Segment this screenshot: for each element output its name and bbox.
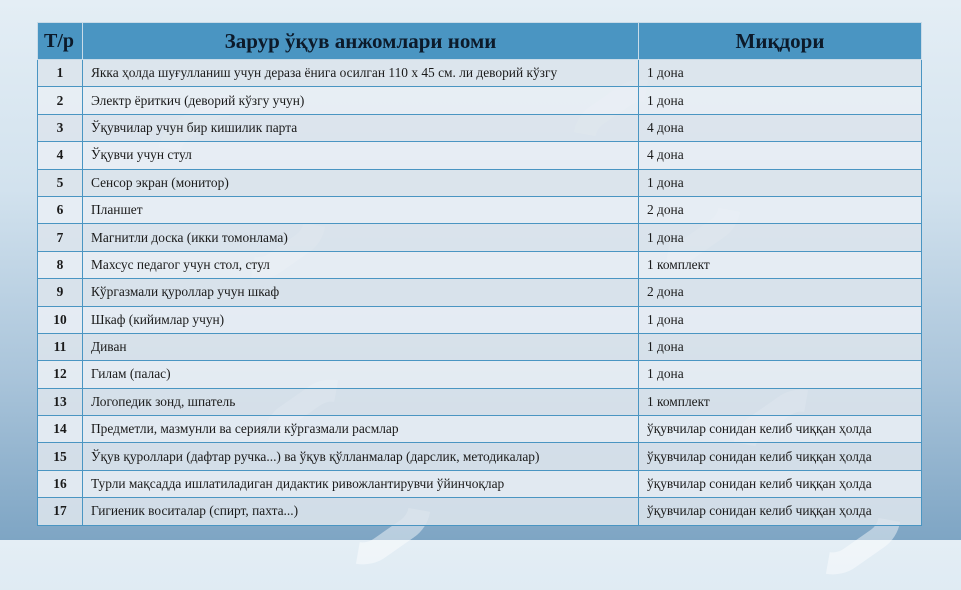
table-row [38,251,922,278]
row-quantity: ўқувчилар сонидан келиб чиққан ҳолда [639,416,922,443]
row-equipment-name: Гилам (палас) [83,361,639,388]
table-row [38,196,922,223]
row-quantity: 4 дона [639,114,922,141]
row-number: 2 [38,87,83,114]
table-row [38,361,922,388]
row-number: 12 [38,361,83,388]
table-row [38,114,922,141]
table-row [38,388,922,415]
header-quantity: Миқдори [639,23,922,60]
row-number: 7 [38,224,83,251]
row-number: 17 [38,498,83,525]
row-equipment-name: Турли мақсадда ишлатиладиган дидактик ривожлантирувчи ўйинчоқлар [83,470,639,497]
row-equipment-name: Электр ёриткич (деворий кўзгу учун) [83,87,639,114]
table-row [38,169,922,196]
table-row [38,87,922,114]
row-quantity: 1 дона [639,169,922,196]
row-number: 9 [38,279,83,306]
row-equipment-name: Якка ҳолда шуғулланиш учун деразa ёнига осилган 110 х 45 см. ли деворий кўзгу [83,60,639,87]
row-number: 8 [38,251,83,278]
table-row [38,224,922,251]
row-number: 6 [38,196,83,223]
header-equipment-name: Зарур ўқув анжомлари номи [83,23,639,60]
row-quantity: 1 дона [639,224,922,251]
table-row [38,470,922,497]
table-row [38,333,922,360]
row-equipment-name: Диван [83,333,639,360]
row-quantity: 1 дона [639,60,922,87]
row-equipment-name: Магнитли доска (икки томонлама) [83,224,639,251]
row-quantity: ўқувчилар сонидан келиб чиққан ҳолда [639,443,922,470]
row-number: 10 [38,306,83,333]
row-quantity: 1 комплект [639,388,922,415]
table-header-row [38,23,922,60]
row-quantity: ўқувчилар сонидан келиб чиққан ҳолда [639,470,922,497]
row-quantity: 1 дона [639,333,922,360]
row-equipment-name: Сенсор экран (монитор) [83,169,639,196]
row-number: 16 [38,470,83,497]
row-equipment-name: Планшет [83,196,639,223]
table-row [38,279,922,306]
row-quantity: 2 дона [639,279,922,306]
row-equipment-name: Кўргазмали қуроллар учун шкаф [83,279,639,306]
row-equipment-name: Ўқув қуроллари (дафтар ручка...) ва ўқув қўлланмалар (дарслик, методикалар) [83,443,639,470]
row-equipment-name: Шкаф (кийимлар учун) [83,306,639,333]
row-equipment-name: Логопедик зонд, шпатель [83,388,639,415]
table-row [38,443,922,470]
row-quantity: 1 комплект [639,251,922,278]
table-row [38,498,922,525]
table-row [38,60,922,87]
row-number: 13 [38,388,83,415]
row-number: 4 [38,142,83,169]
row-quantity: 4 дона [639,142,922,169]
row-number: 1 [38,60,83,87]
header-number: Т/р [38,23,83,60]
row-quantity: 1 дона [639,306,922,333]
row-equipment-name: Махсус педагог учун стол, стул [83,251,639,278]
row-equipment-name: Гигиеник воситалар (спирт, пахта...) [83,498,639,525]
table-row [38,416,922,443]
row-quantity: 2 дона [639,196,922,223]
table-row [38,306,922,333]
row-quantity: 1 дона [639,361,922,388]
row-number: 3 [38,114,83,141]
row-quantity: ўқувчилар сонидан келиб чиққан ҳолда [639,498,922,525]
row-equipment-name: Ўқувчилар учун бир кишилик парта [83,114,639,141]
row-equipment-name: Ўқувчи учун стул [83,142,639,169]
row-number: 5 [38,169,83,196]
row-equipment-name: Предметли, мазмунли ва серияли кўргазмали расмлар [83,416,639,443]
equipment-table [37,22,922,526]
row-number: 15 [38,443,83,470]
row-quantity: 1 дона [639,87,922,114]
table-row [38,142,922,169]
row-number: 11 [38,333,83,360]
row-number: 14 [38,416,83,443]
